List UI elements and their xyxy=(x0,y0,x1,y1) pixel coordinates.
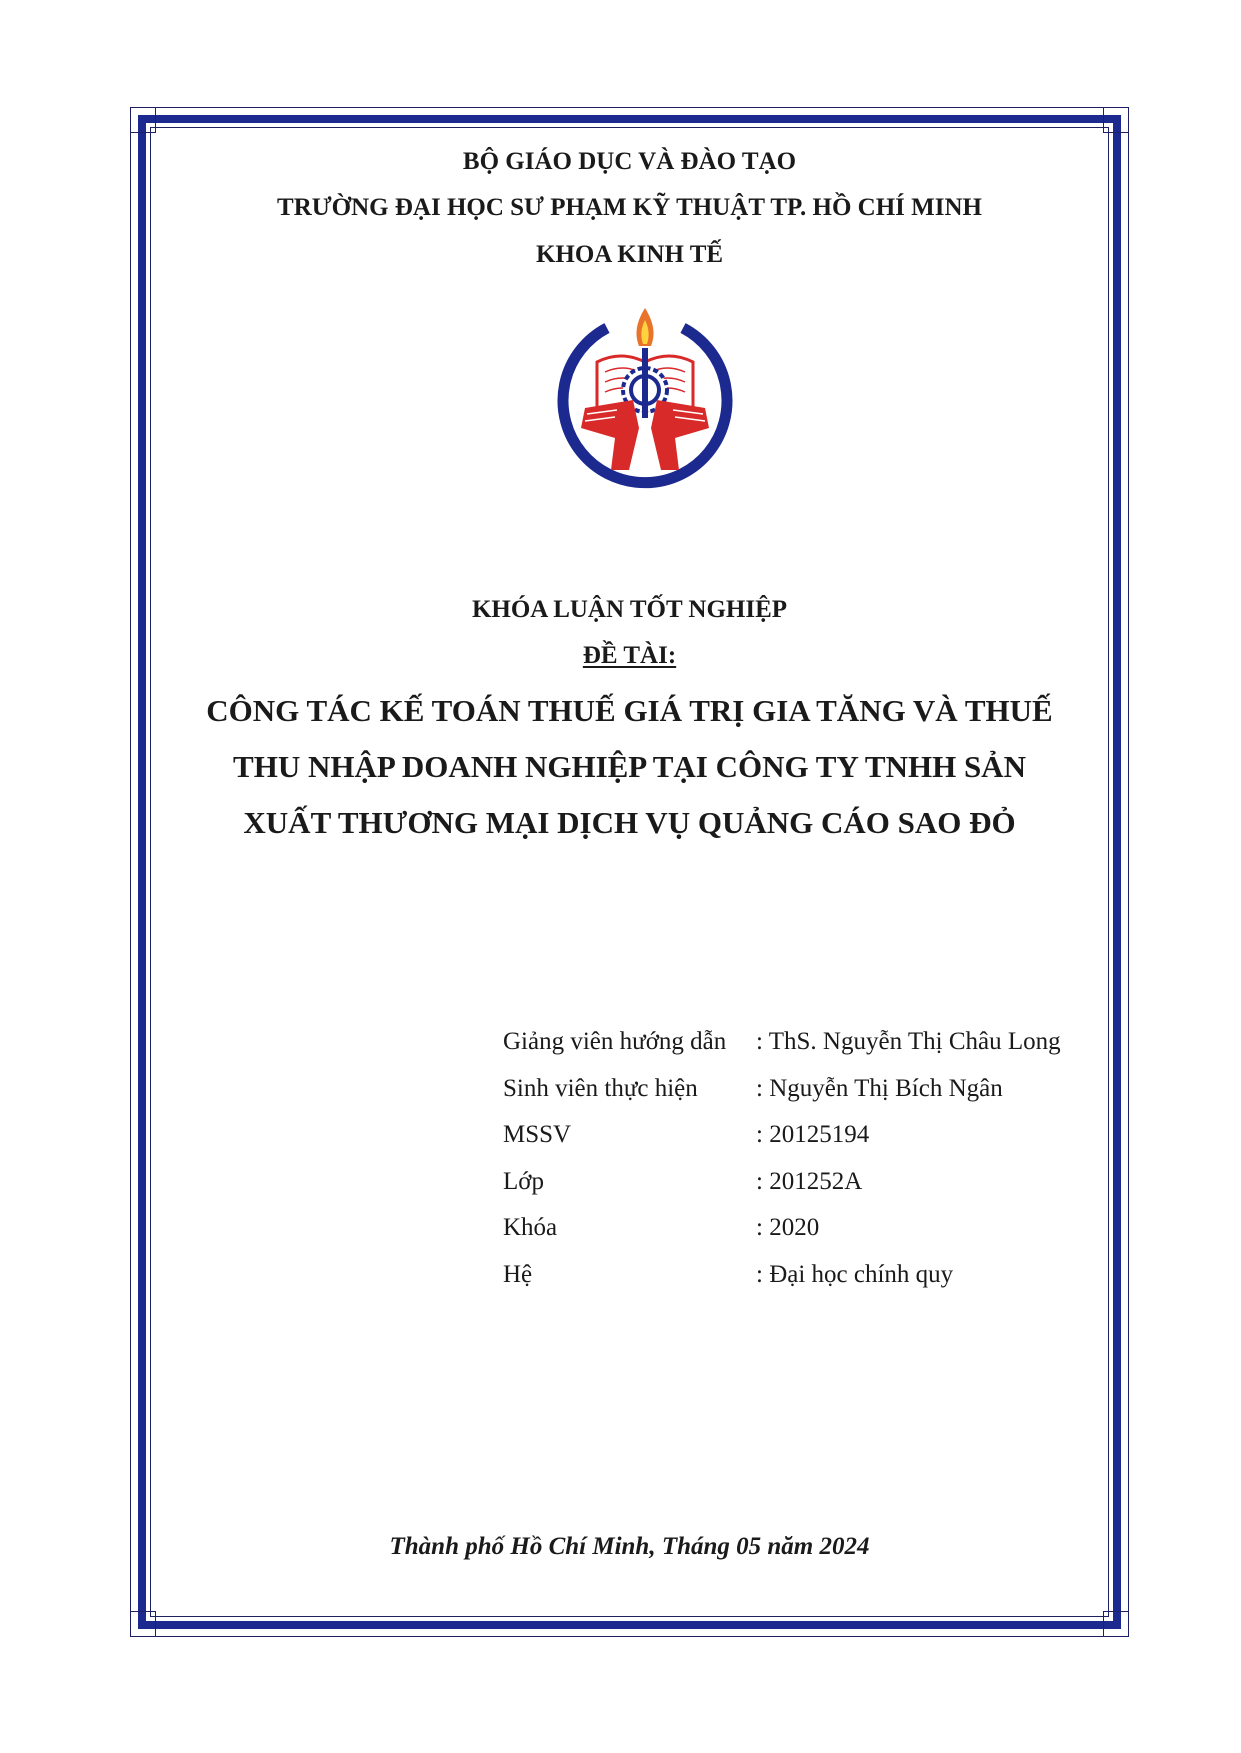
info-row-student xyxy=(503,1066,1061,1113)
info-value: : Đại học chính quy xyxy=(756,1260,954,1288)
info-row-supervisor xyxy=(503,1019,1061,1066)
university-logo-icon xyxy=(555,300,735,490)
thesis-title-line: CÔNG TÁC KẾ TOÁN THUẾ GIÁ TRỊ GIA TĂNG VÀ THUẾ xyxy=(206,693,1053,728)
info-label: Lớp xyxy=(503,1167,544,1195)
student-info xyxy=(503,1019,1061,1298)
university-name: TRƯỜNG ĐẠI HỌC SƯ PHẠM KỸ THUẬT TP. HỒ CHÍ MINH xyxy=(277,194,982,221)
thesis-title xyxy=(160,683,1099,851)
info-value: : 2020 xyxy=(756,1214,820,1241)
border-corner-bottom-right xyxy=(1103,1611,1129,1637)
info-row-student-id xyxy=(503,1112,1061,1159)
info-value: : 201252A xyxy=(756,1167,863,1195)
place-and-date: Thành phố Hồ Chí Minh, Tháng 05 năm 2024 xyxy=(389,1533,870,1560)
info-row-class xyxy=(503,1159,1061,1206)
info-value: : 20125194 xyxy=(756,1121,870,1148)
border-corner-top-left xyxy=(130,107,156,133)
info-value: : Nguyễn Thị Bích Ngân xyxy=(756,1074,1003,1102)
info-label: Sinh viên thực hiện xyxy=(503,1074,698,1102)
topic-label: ĐỀ TÀI: xyxy=(582,642,677,669)
info-label: Giảng viên hướng dẫn xyxy=(503,1028,727,1055)
info-row-cohort xyxy=(503,1205,1061,1252)
border-corner-bottom-left xyxy=(130,1611,156,1637)
info-label: Hệ xyxy=(503,1260,533,1288)
thesis-title-line: THU NHẬP DOANH NGHIỆP TẠI CÔNG TY TNHH SẢN xyxy=(233,749,1026,784)
info-label: Khóa xyxy=(503,1214,558,1241)
info-row-program xyxy=(503,1252,1061,1299)
info-value: : ThS. Nguyễn Thị Châu Long xyxy=(756,1028,1061,1055)
thesis-type: KHÓA LUẬN TỐT NGHIỆP xyxy=(471,596,788,623)
ministry-name: BỘ GIÁO DỤC VÀ ĐÀO TẠO xyxy=(462,148,797,175)
faculty-name: KHOA KINH TẾ xyxy=(535,241,724,268)
thesis-title-line: XUẤT THƯƠNG MẠI DỊCH VỤ QUẢNG CÁO SAO ĐỎ xyxy=(243,805,1016,840)
info-label: MSSV xyxy=(503,1121,572,1148)
border-corner-top-right xyxy=(1103,107,1129,133)
